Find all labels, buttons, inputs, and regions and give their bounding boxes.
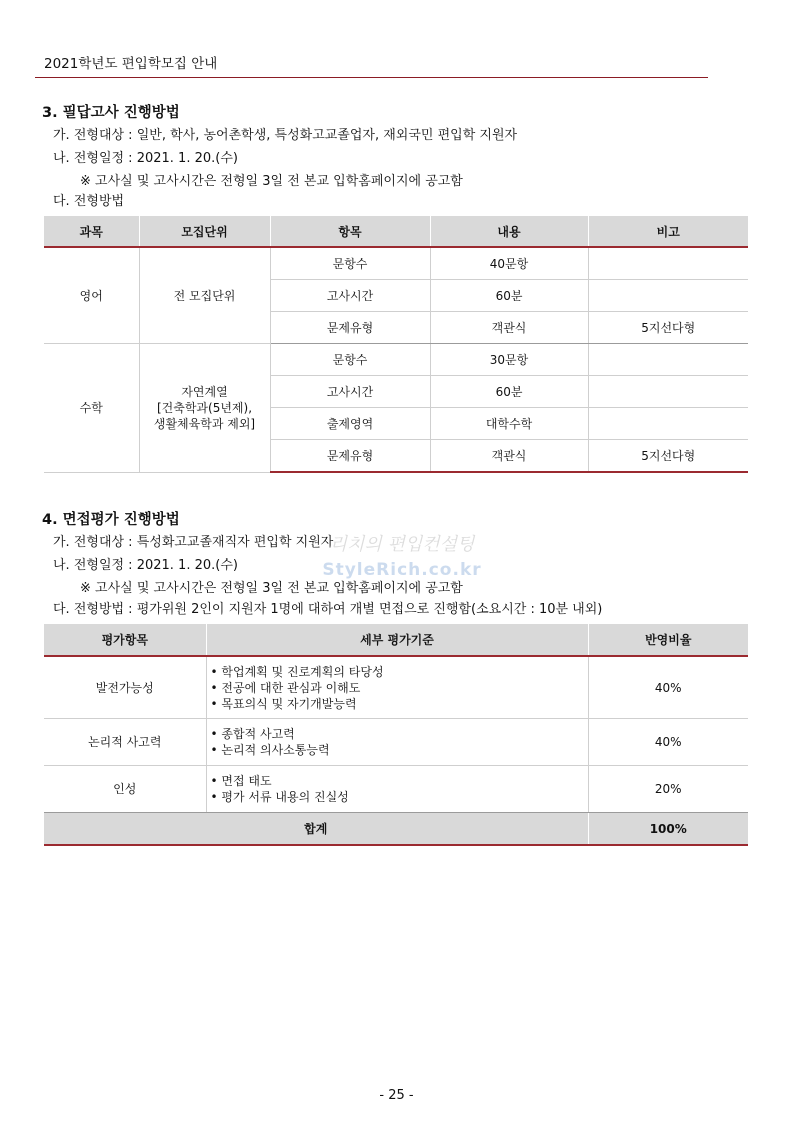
item-cell: 문제유형 [270, 440, 430, 473]
item-cell: 고사시간 [270, 376, 430, 408]
criteria-cell [206, 766, 588, 813]
subject-cell: 영어 [44, 247, 139, 344]
watermark [322, 530, 482, 580]
section4-line-note: ※ 고사실 및 고사시간은 전형일 3일 전 본교 입학홈페이지에 공고함 [80, 581, 463, 596]
table-header-row [44, 624, 748, 656]
content-cell: 30문항 [430, 344, 588, 376]
column-header: 과목 [44, 216, 139, 247]
criteria-line: • 면접 태도 [210, 774, 272, 788]
item-cell: 문항수 [270, 247, 430, 280]
column-header: 평가항목 [44, 624, 206, 656]
item-cell: 고사시간 [270, 280, 430, 312]
criteria-line: • 논리적 의사소통능력 [210, 743, 330, 757]
unit-cell [139, 344, 270, 473]
unit-cell: 전 모집단위 [139, 247, 270, 344]
ratio-cell: 20% [588, 766, 748, 813]
content-cell: 대학수학 [430, 408, 588, 440]
section4-line-method: 다. 전형방법 : 평가위원 2인이 지원자 1명에 대하여 개별 면접으로 진행함(소요시간 : 10분 내외) [53, 602, 603, 617]
content-cell: 60분 [430, 280, 588, 312]
criteria-line: • 전공에 대한 관심과 이해도 [210, 680, 361, 695]
watermark-line2: StyleRich.co.kr [322, 560, 482, 580]
section4-title: 4. 면접평가 진행방법 [42, 512, 180, 528]
ratio-cell: 40% [588, 719, 748, 766]
criteria-line: • 목표의식 및 자기개발능력 [210, 696, 357, 711]
unit-line: 생활체육학과 제외] [153, 416, 256, 431]
section4-line-target: 가. 전형대상 : 특성화고교졸재직자 편입학 지원자 [53, 535, 334, 550]
subject-cell: 수학 [44, 344, 139, 473]
table-row [44, 766, 748, 813]
eval-item-cell: 발전가능성 [44, 656, 206, 719]
total-value: 100% [588, 813, 748, 846]
unit-line: 자연계열 [181, 384, 228, 399]
column-header: 모집단위 [139, 216, 270, 247]
ratio-cell: 40% [588, 656, 748, 719]
column-header: 반영비율 [588, 624, 748, 656]
content-cell: 40문항 [430, 247, 588, 280]
total-row [44, 813, 748, 846]
section4-line-schedule: 나. 전형일정 : 2021. 1. 20.(수) [53, 558, 238, 573]
criteria-line: • 평가 서류 내용의 진실성 [210, 790, 349, 804]
remark-cell [588, 376, 748, 408]
remark-cell [588, 344, 748, 376]
column-header: 비고 [588, 216, 748, 247]
section3-line-note: ※ 고사실 및 고사시간은 전형일 3일 전 본교 입학홈페이지에 공고함 [80, 174, 463, 189]
remark-cell: 5지선다형 [588, 440, 748, 473]
criteria-cell [206, 656, 588, 719]
table-header-row [44, 216, 748, 247]
table-row [44, 656, 748, 719]
column-header: 항목 [270, 216, 430, 247]
column-header: 세부 평가기준 [206, 624, 588, 656]
column-header: 내용 [430, 216, 588, 247]
written-exam-table [44, 216, 748, 473]
item-cell: 문항수 [270, 344, 430, 376]
watermark-line1: 리치의 편입컨설팅 [329, 534, 475, 555]
table-row [44, 719, 748, 766]
section3-line-method: 다. 전형방법 [53, 194, 125, 209]
table-row [44, 247, 748, 280]
remark-cell [588, 247, 748, 280]
criteria-line: • 학업계획 및 진로계획의 타당성 [210, 664, 384, 679]
content-cell: 60분 [430, 376, 588, 408]
total-label: 합계 [44, 813, 588, 846]
remark-cell [588, 280, 748, 312]
document-header: 2021학년도 편입학모집 안내 [44, 56, 218, 72]
remark-cell [588, 408, 748, 440]
section3-line-target: 가. 전형대상 : 일반, 학사, 농어촌학생, 특성화고교졸업자, 재외국민 편입학 지원자 [53, 128, 518, 143]
remark-cell: 5지선다형 [588, 312, 748, 344]
unit-line: [건축학과(5년제), [156, 400, 253, 415]
eval-item-cell: 인성 [44, 766, 206, 813]
content-cell: 객관식 [430, 312, 588, 344]
content-cell: 객관식 [430, 440, 588, 473]
item-cell: 출제영역 [270, 408, 430, 440]
item-cell: 문제유형 [270, 312, 430, 344]
criteria-cell [206, 719, 588, 766]
criteria-line: • 종합적 사고력 [210, 727, 295, 741]
section3-title: 3. 필답고사 진행방법 [42, 105, 180, 121]
section3-line-schedule: 나. 전형일정 : 2021. 1. 20.(수) [53, 151, 238, 166]
table-row [44, 344, 748, 376]
eval-item-cell: 논리적 사고력 [44, 719, 206, 766]
header-divider [35, 77, 708, 78]
page-number: - 25 - [379, 1088, 414, 1103]
interview-table [44, 624, 748, 846]
